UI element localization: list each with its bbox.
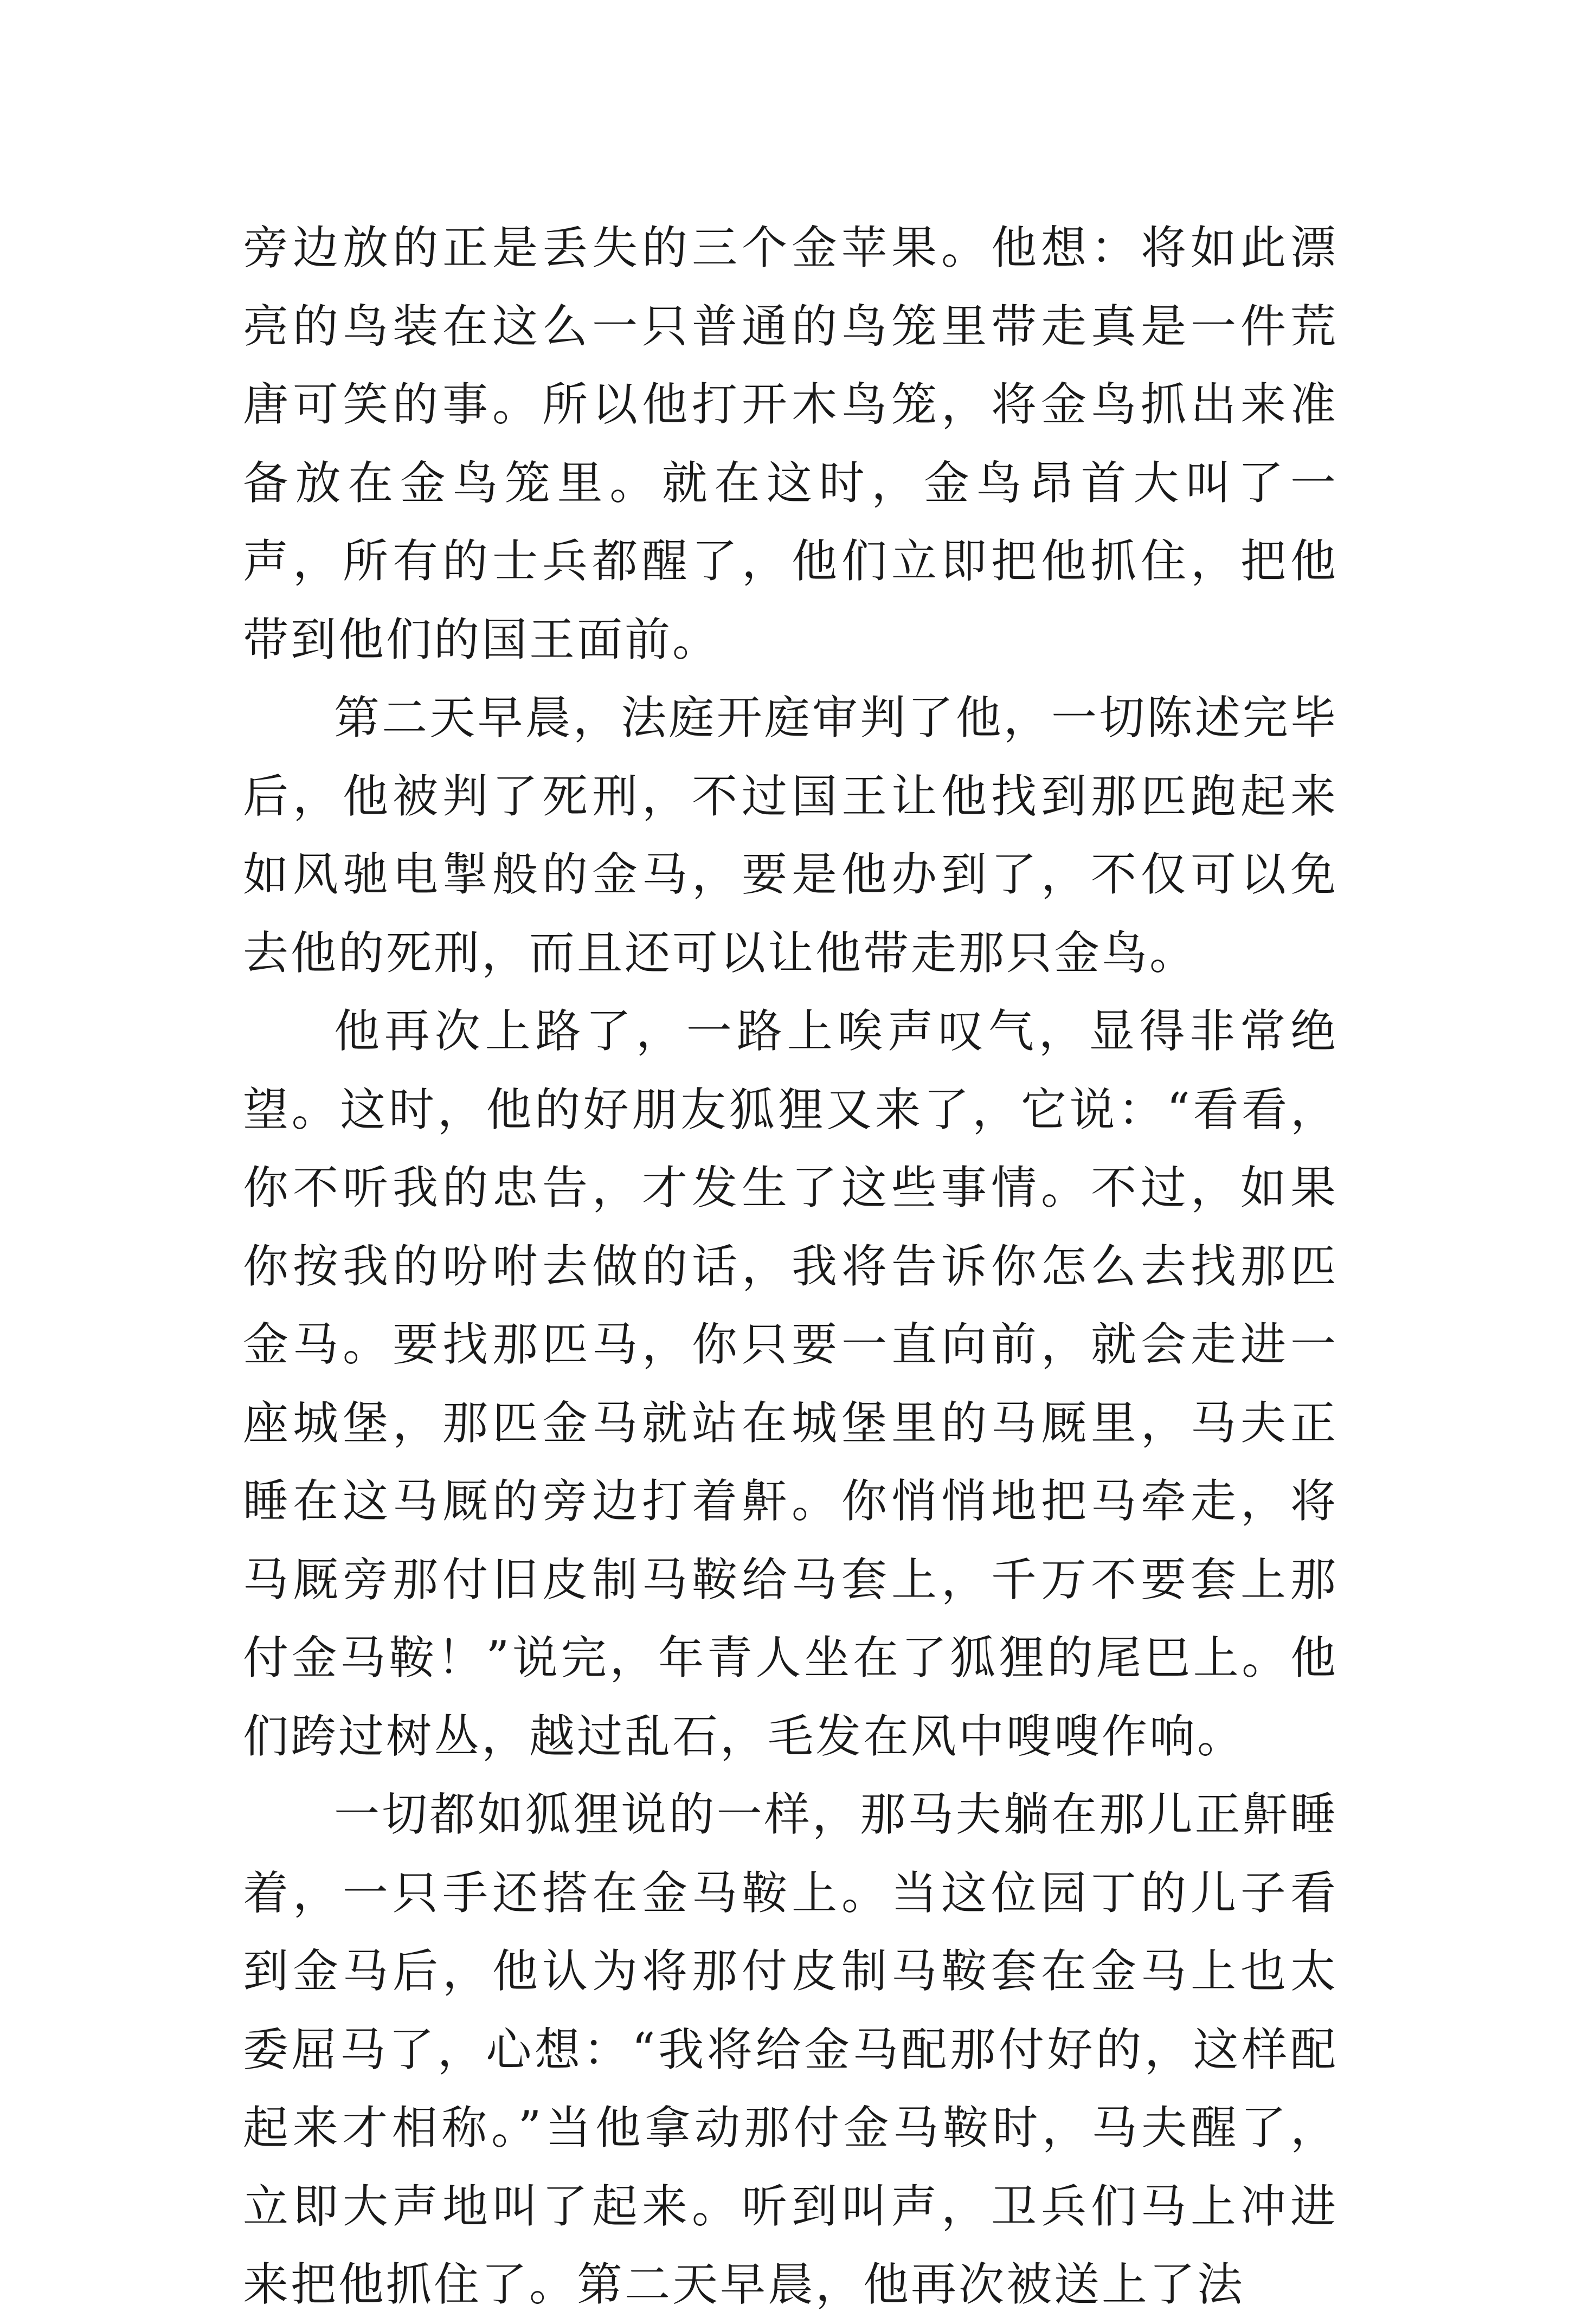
- paragraph-3: 他再次上路了，一路上唉声叹气，显得非常绝望。这时，他的好朋友狐狸又来了，它说：“看看，你不听我的忠告，才发生了这些事情。不过，如果你按我的吩咐去做的话，我将告诉你怎么去找那匹金马。要找那匹马，你只要一直向前，就会走进一座城堡，那匹金马就站在城堡里的马厩里，马夫正睡在这马厩的旁边打着鼾。你悄悄地把马牵走，将马厩旁那付旧皮制马鞍给马套上，千万不要套上那付金马鞍！”说完，年青人坐在了狐狸的尾巴上。他们跨过树丛，越过乱石，毛发在风中嗖嗖作响。: [243, 1005, 1338, 1763]
- paragraph-4: 一切都如狐狸说的一样，那马夫躺在那儿正鼾睡着，一只手还搭在金马鞍上。当这位园丁的儿子看到金马后，他认为将那付皮制马鞍套在金马上也太委屈马了，心想：“我将给金马配那付好的，这样配起来才相称。”当他拿动那付金马鞍时，马夫醒了，立即大声地叫了起来。听到叫声，卫兵们马上冲进来把他抓住了。第二天早晨，他再次被送上了法: [243, 1788, 1338, 2311]
- body-text: [243, 209, 1338, 2324]
- paragraph-1: 旁边放的正是丢失的三个金苹果。他想：将如此漂亮的鸟装在这么一只普通的鸟笼里带走真是一件荒唐可笑的事。所以他打开木鸟笼，将金鸟抓出来准备放在金鸟笼里。就在这时，金鸟昂首大叫了一声，所有的士兵都醒了，他们立即把他抓住，把他带到他们的国王面前。: [243, 221, 1338, 666]
- paragraph-2: 第二天早晨，法庭开庭审判了他，一切陈述完毕后，他被判了死刑，不过国王让他找到那匹跑起来如风驰电掣般的金马，要是他办到了，不仅可以免去他的死刑，而且还可以让他带走那只金鸟。: [243, 691, 1338, 980]
